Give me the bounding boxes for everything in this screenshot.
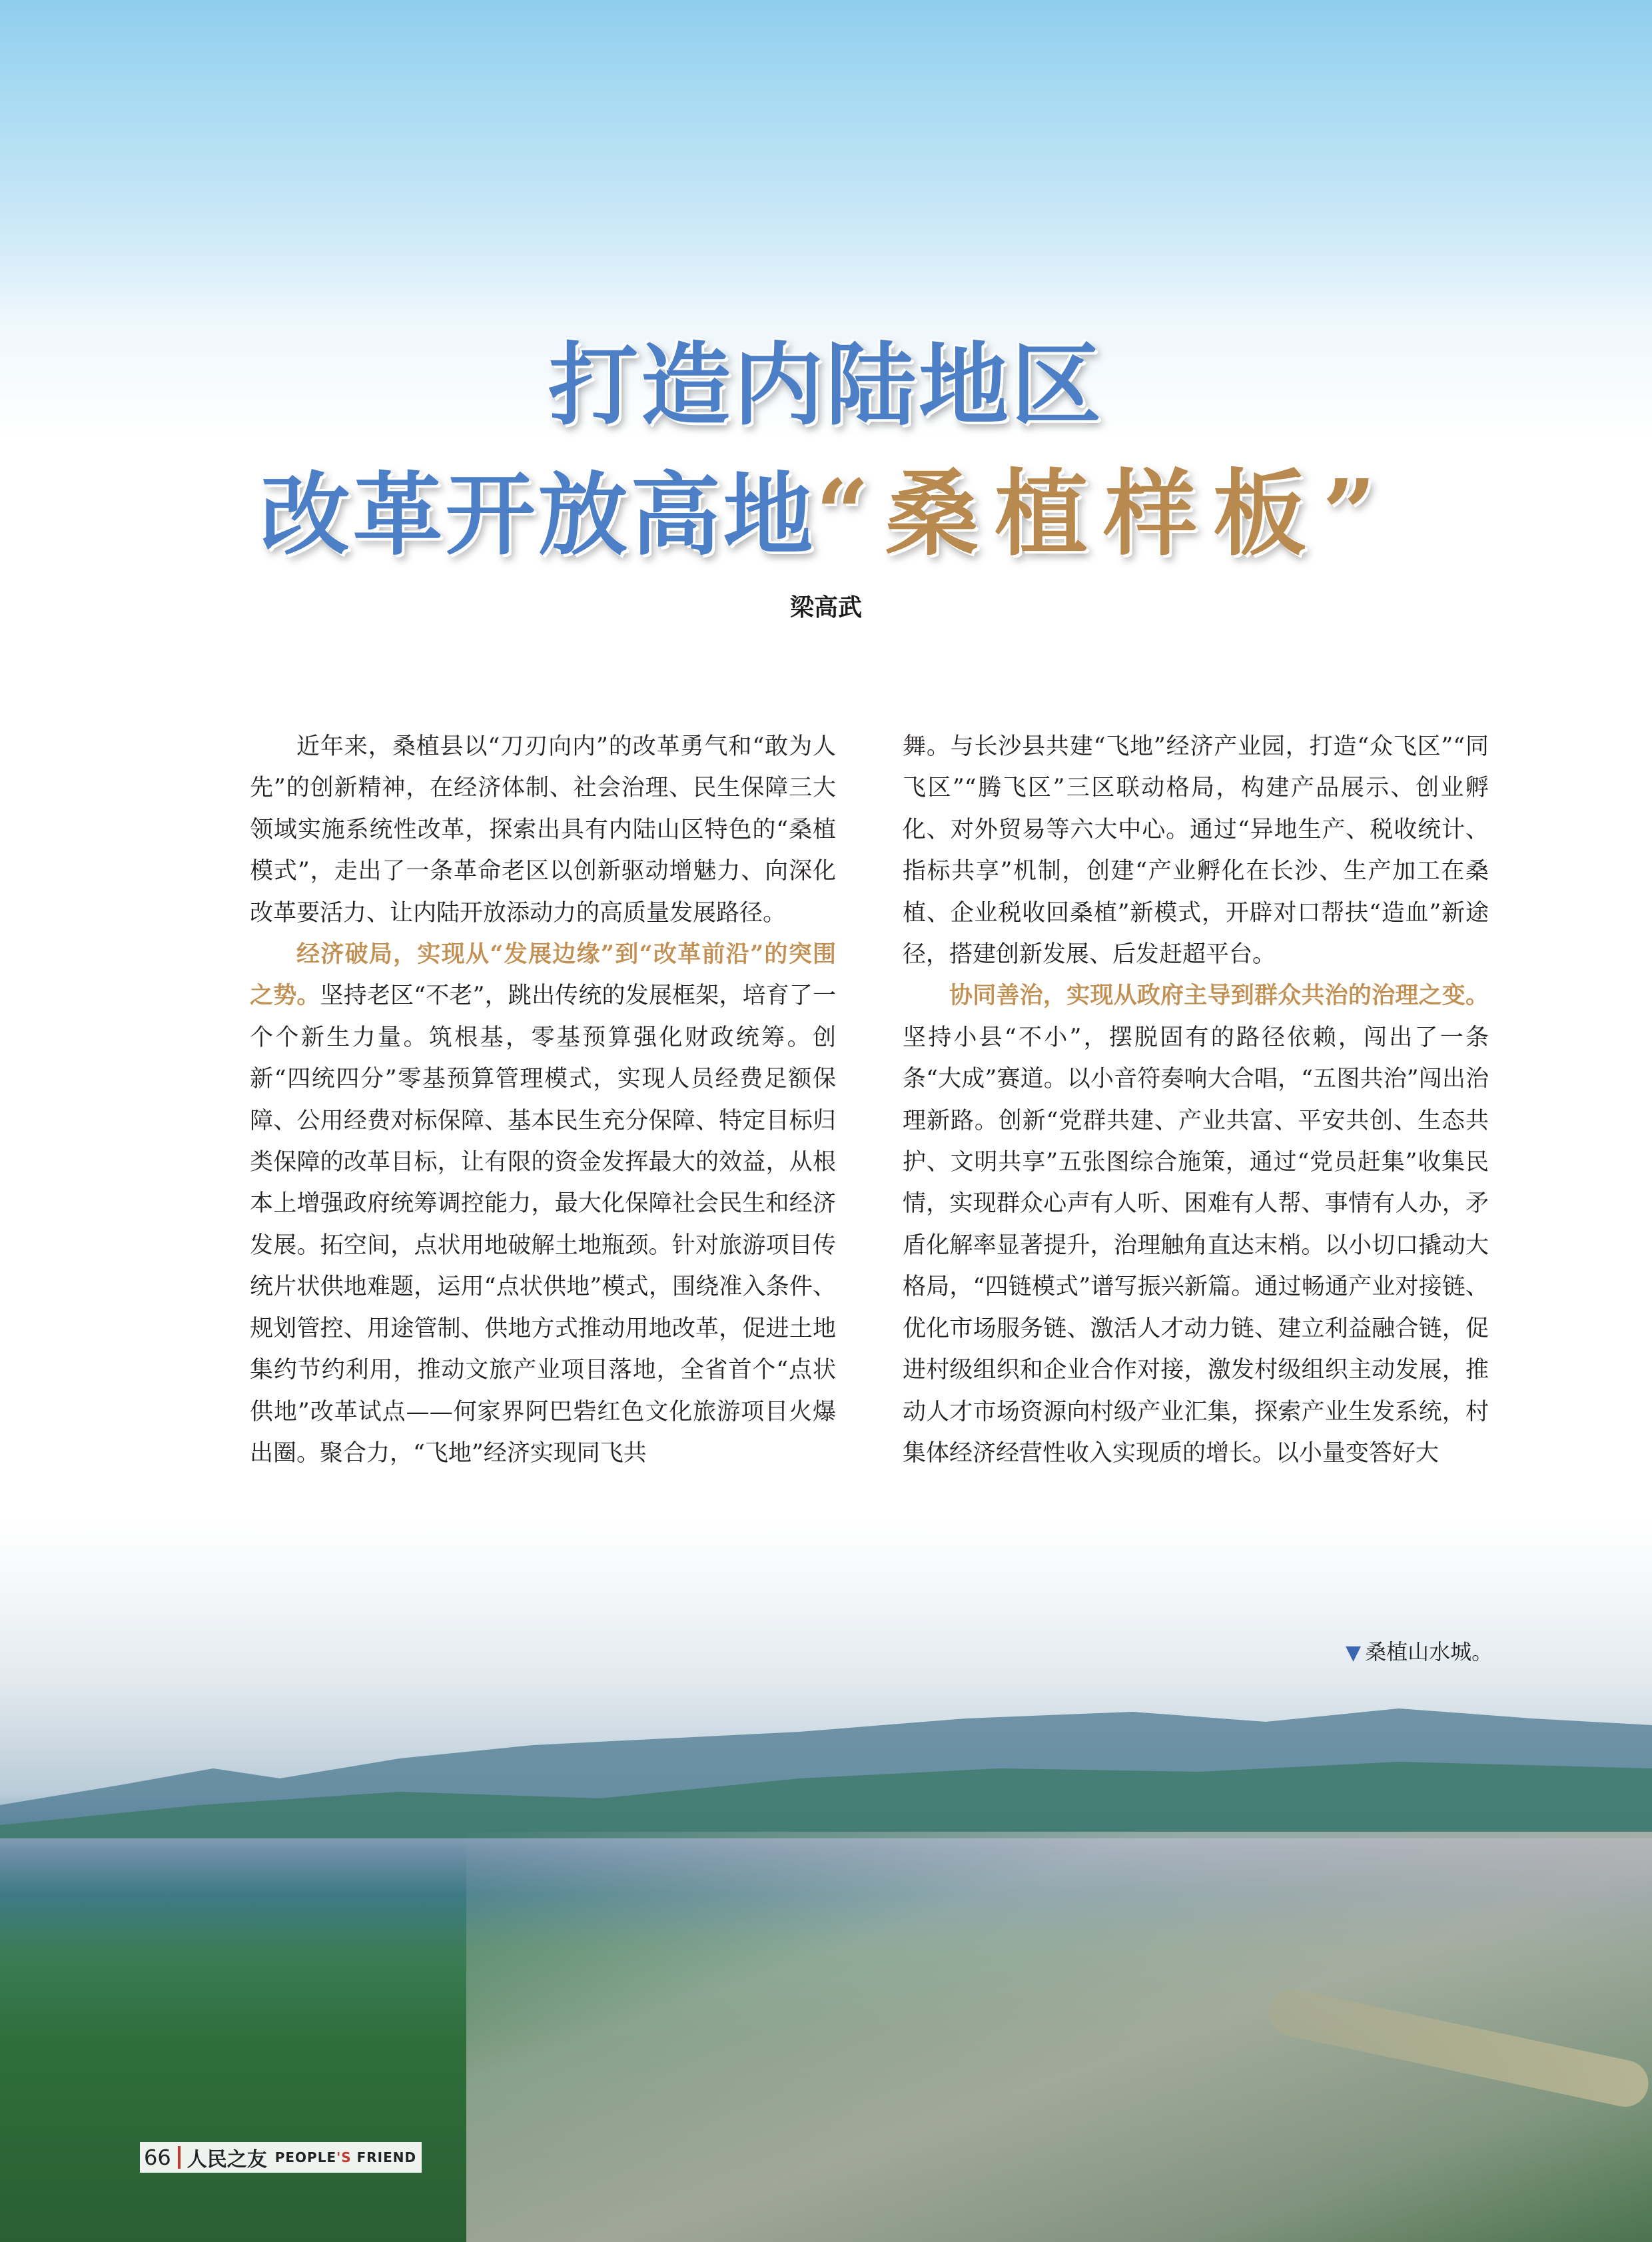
paragraph: 舞。与长沙县共建“飞地”经济产业园，打造“众飞区”“同飞区”“腾飞区”三区联动格局，构建产品展示、创业孵化、对外贸易等六大中心。通过“异地生产、税收统计、指标共享”机制，创建“产业孵化在长沙、生产加工在桑植、企业税收回桑植”新模式，开辟对口帮扶“造血”新途径，搭建创新发展、后发赶超平台。 (903, 733, 1489, 968)
section-heading: 协同善治，实现从政府主导到群众共治的治理之变。 (949, 982, 1489, 1010)
magazine-en-apostrophe: 'S (336, 2149, 352, 2165)
caption-triangle-icon: ▼ (1346, 1641, 1362, 1665)
author-name: 梁高武 (789, 594, 862, 621)
page-footer (140, 2142, 422, 2173)
paragraph: 近年来，桑植县以“刀刃向内”的改革勇气和“敢为人先”的创新精神，在经济体制、社会治理、民生保障三大领域实施系统性改革，探索出具有内陆山区特色的“桑植模式”，走出了一条革命老区以创新驱动增魅力、向深化改革要活力、让内陆开放添动力的高质量发展路径。 (250, 733, 836, 927)
magazine-en-part: FRIEND (351, 2149, 417, 2165)
caption-text: 桑植山水城。 (1365, 1639, 1493, 1665)
paragraph-body: 坚持小县“不小”，摆脱固有的路径依赖，闯出了一条条“大成”赛道。以小音符奏响大合唱，“五图共治”闯出治理新路。创新“党群共建、产业共富、平安共创、生态共护、文明共享”五张图综合施策，通过“党员赶集”收集民情，实现群众心声有人听、困难有人帮、事情有人办，矛盾化解率显著提升，治理触角直达末梢。以小切口撬动大格局，“四链模式”谱写振兴新篇。通过畅通产业对接链、优化市场服务链、激活人才动力链、建立利益融合链，促进村级组织和企业合作对接，激发村级组织主动发展，推动人才市场资源向村级产业汇集，探索产业生发系统，村集体经济经营性收入实现质的增长。以小量变答好大 (903, 1024, 1489, 1467)
photo-caption (1346, 1635, 1493, 1666)
magazine-en-part: PEOPLE (274, 2149, 337, 2165)
title-accent: “桑植样板” (815, 460, 1392, 569)
mountain-silhouette (0, 1705, 1652, 1838)
page-number: 66 (144, 2145, 171, 2170)
footer-divider (178, 2146, 181, 2169)
paragraph-body: 坚持老区“不老”，跳出传统的发展框架，培育了一个个新生力量。筑根基，零基预算强化财政统筹。创新“四统四分”零基预算管理模式，实现人员经费足额保障、公用经费对标保障、基本民生充分保障、特定目标归类保障的改革目标，让有限的资金发挥最大的效益，从根本上增强政府统筹调控能力，最大化保障社会民生和经济发展。拓空间，点状用地破解土地瓶颈。针对旅游项目传统片状供地难题，运用“点状供地”模式，围绕准入条件、规划管控、用途管制、供地方式推动用地改革，促进土地集约节约利用，推动文旅产业项目落地，全省首个“点状供地”改革试点——何家界阿巴砦红色文化旅游项目火爆出圈。聚合力，“飞地”经济实现同飞共 (250, 982, 836, 1467)
title-line-2 (0, 440, 1652, 573)
left-column (250, 726, 836, 1474)
magazine-name-cn: 人民之友 (187, 2148, 267, 2171)
paragraph (903, 975, 1489, 1474)
title-line-1: 打造内陆地区 (548, 333, 1104, 438)
title-line-2-main: 改革开放高地 (260, 463, 816, 567)
section-heading: 经济破局，实现从“发展边缘”到“改革前沿”的突围之势。 (250, 940, 836, 1010)
paragraph (250, 934, 836, 1474)
right-column (903, 726, 1489, 1474)
magazine-name-en (275, 2149, 416, 2165)
